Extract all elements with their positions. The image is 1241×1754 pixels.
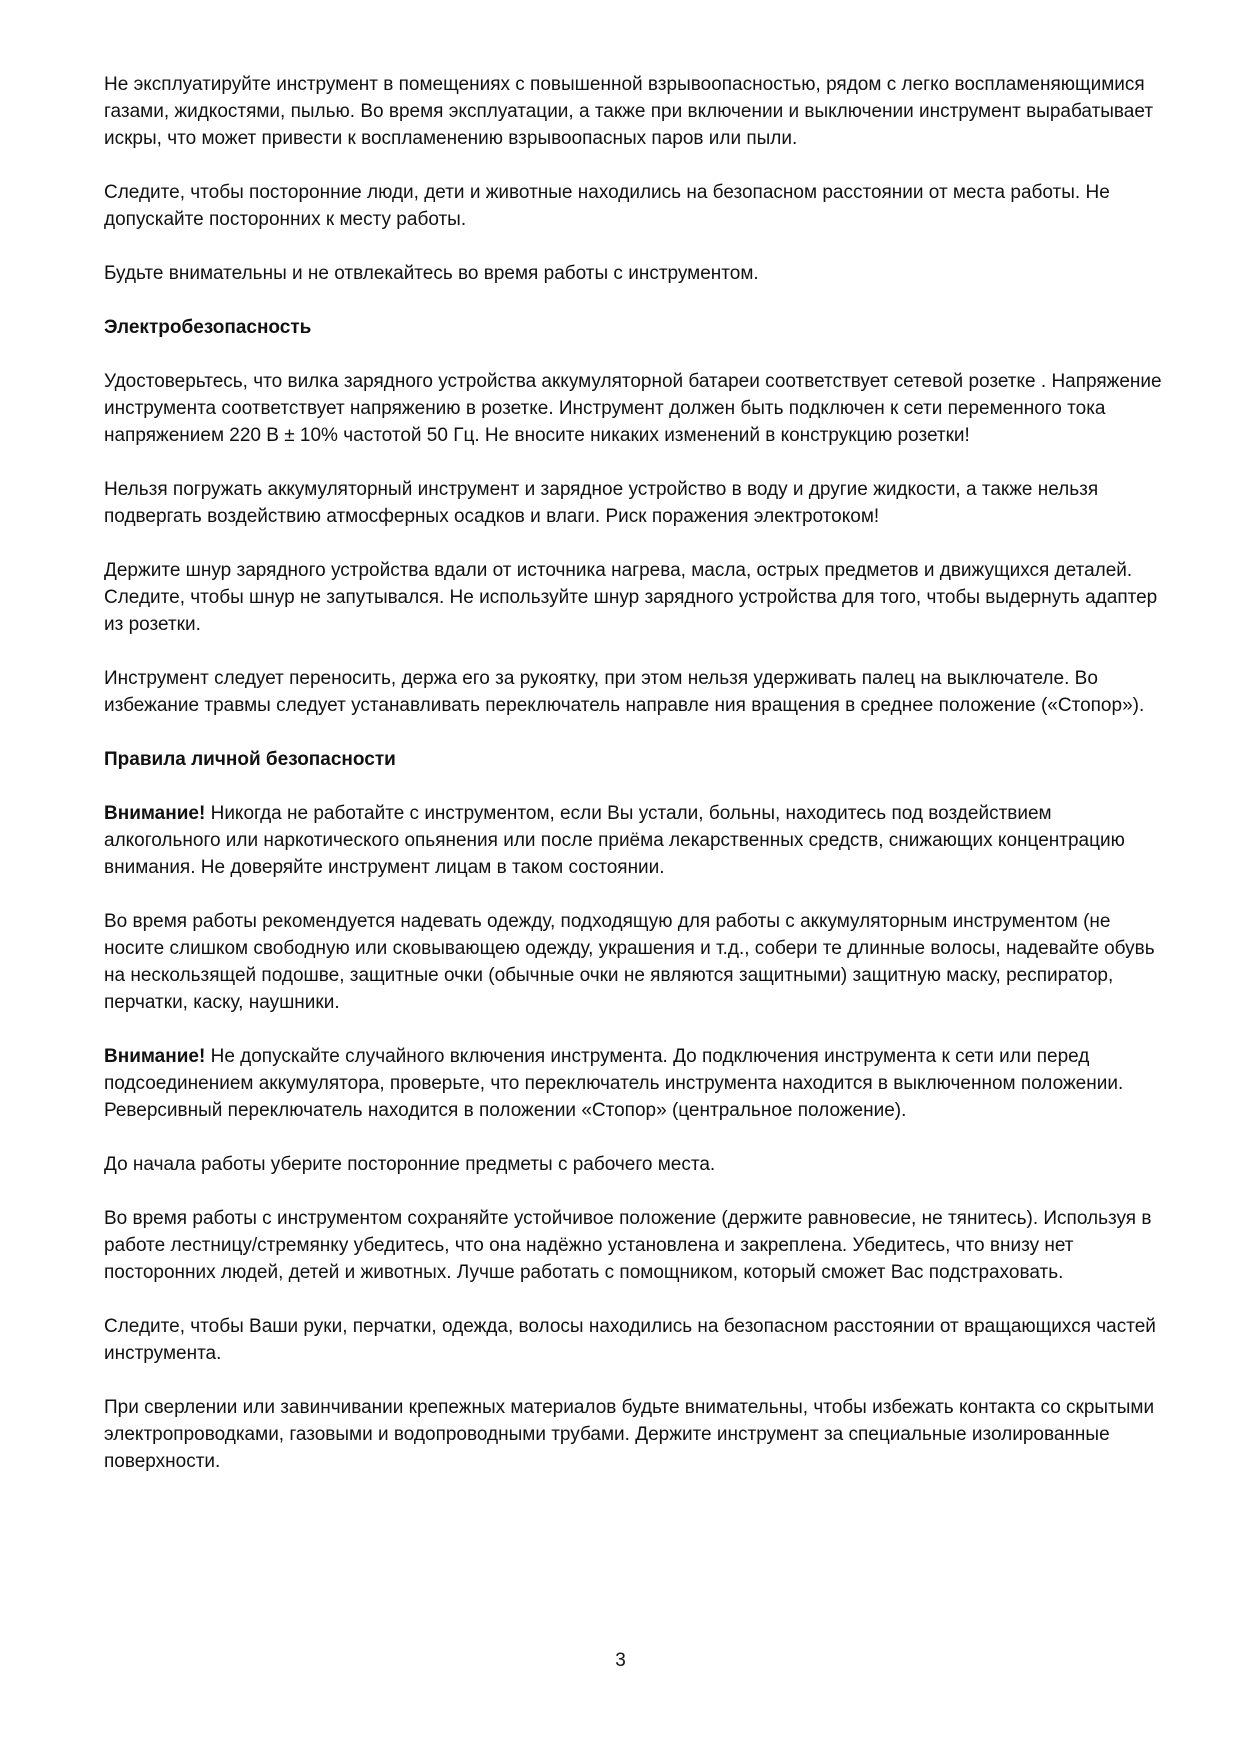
document-page [104, 71, 1164, 1502]
paragraph-explosive-environment: Не эксплуатируйте инструмент в помещениях с повышенной взрывоопасностью, рядом с легко воспламеняющимися газами, жидкостями, пылью. Во время эксплуатации, а также при включении и выключении инструмент вырабатывает искры, что может привести к воспламенению взрывоопасных паров или пыли. [104, 74, 1154, 149]
warning-label: Внимание! [104, 803, 206, 824]
warning-text: Никогда не работайте с инструментом, если Вы устали, больны, находитесь под воздействием алкогольного или наркотического опьянения или после приёма лекарственных средств, снижающих концентрацию внимания. Не доверяйте инструмент лицам в таком состоянии. [104, 803, 1125, 878]
paragraph-hidden-wiring: При сверлении или завинчивании крепежных материалов будьте внимательны, чтобы избежать контакта со скрытыми электропроводками, газовыми и водопроводными трубами. Держите инструмент за специальные изолированные поверхности. [104, 1397, 1155, 1472]
paragraph-warning-fatigue [104, 800, 1164, 881]
paragraph-water-exposure: Нельзя погружать аккумуляторный инструмент и зарядное устройство в воду и другие жидкости, а также нельзя подвергать воздействию атмосферных осадков и влаги. Риск поражения электротоком! [104, 479, 1099, 527]
paragraph-moving-parts: Следите, чтобы Ваши руки, перчатки, одежда, волосы находились на безопасном расстоянии от вращающихся частей инструмента. [104, 1316, 1156, 1364]
section-heading-personal-safety: Правила личной безопасности [104, 749, 396, 770]
paragraph-attention: Будьте внимательны и не отвлекайтесь во время работы с инструментом. [104, 263, 759, 284]
paragraph-stable-footing: Во время работы с инструментом сохраняйте устойчивое положение (держите равновесие, не тянитесь). Используя в работе лестницу/стремянку убедитесь, что она надёжно установлена и закреплена. Убедитесь, что внизу нет посторонних людей, детей и животных. Лучше работать с помощником, который сможет Вас подстраховать. [104, 1208, 1152, 1283]
paragraph-plug-socket: Удостоверьтесь, что вилка зарядного устройства аккумуляторной батареи соответствует сетевой розетке . Напряжение инструмента соответствует напряжению в розетке. Инструмент должен быть подключен к сети переменного тока напряжением 220 В ± 10% частотой 50 Гц. Не вносите никаких изменений в конструкцию розетки! [104, 371, 1162, 446]
paragraph-warning-accidental-start [104, 1043, 1164, 1124]
warning-label: Внимание! [104, 1046, 206, 1067]
paragraph-charger-cord: Держите шнур зарядного устройства вдали от источника нагрева, масла, острых предметов и движущихся деталей. Следите, чтобы шнур не запутывался. Не используйте шнур зарядного устройства для того, чтобы выдернуть адаптер из розетки. [104, 560, 1158, 635]
paragraph-bystanders: Следите, чтобы посторонние люди, дети и животные находились на безопасном расстоянии от места работы. Не допускайте посторонних к месту работы. [104, 182, 1110, 230]
paragraph-clothing: Во время работы рекомендуется надевать одежду, подходящую для работы с аккумуляторным инструментом (не носите слишком свободную или сковывающею одежду, украшения и т.д., собери те длинные волосы, надевайте обувь на нескользящей подошве, защитные очки (обычные очки не являются защитными) защитную маску, респиратор, перчатки, каску, наушники. [104, 911, 1155, 1013]
section-heading-electrical-safety: Электробезопасность [104, 317, 312, 338]
paragraph-carrying-tool: Инструмент следует переносить, держа его за рукоятку, при этом нельзя удерживать палец на выключателе. Во избежание травмы следует устанавливать переключатель направле ния вращения в среднее положение («Стопор»). [104, 668, 1145, 716]
page-number: 3 [615, 1650, 626, 1671]
warning-text: Не допускайте случайного включения инструмента. До подключения инструмента к сети или перед подсоединением аккумулятора, проверьте, что переключатель инструмента находится в выключенном положении. Реверсивный переключатель находится в положении «Стопор» (центральное положение). [104, 1046, 1124, 1121]
paragraph-clear-workspace: До начала работы уберите посторонние предметы с рабочего места. [104, 1154, 716, 1175]
